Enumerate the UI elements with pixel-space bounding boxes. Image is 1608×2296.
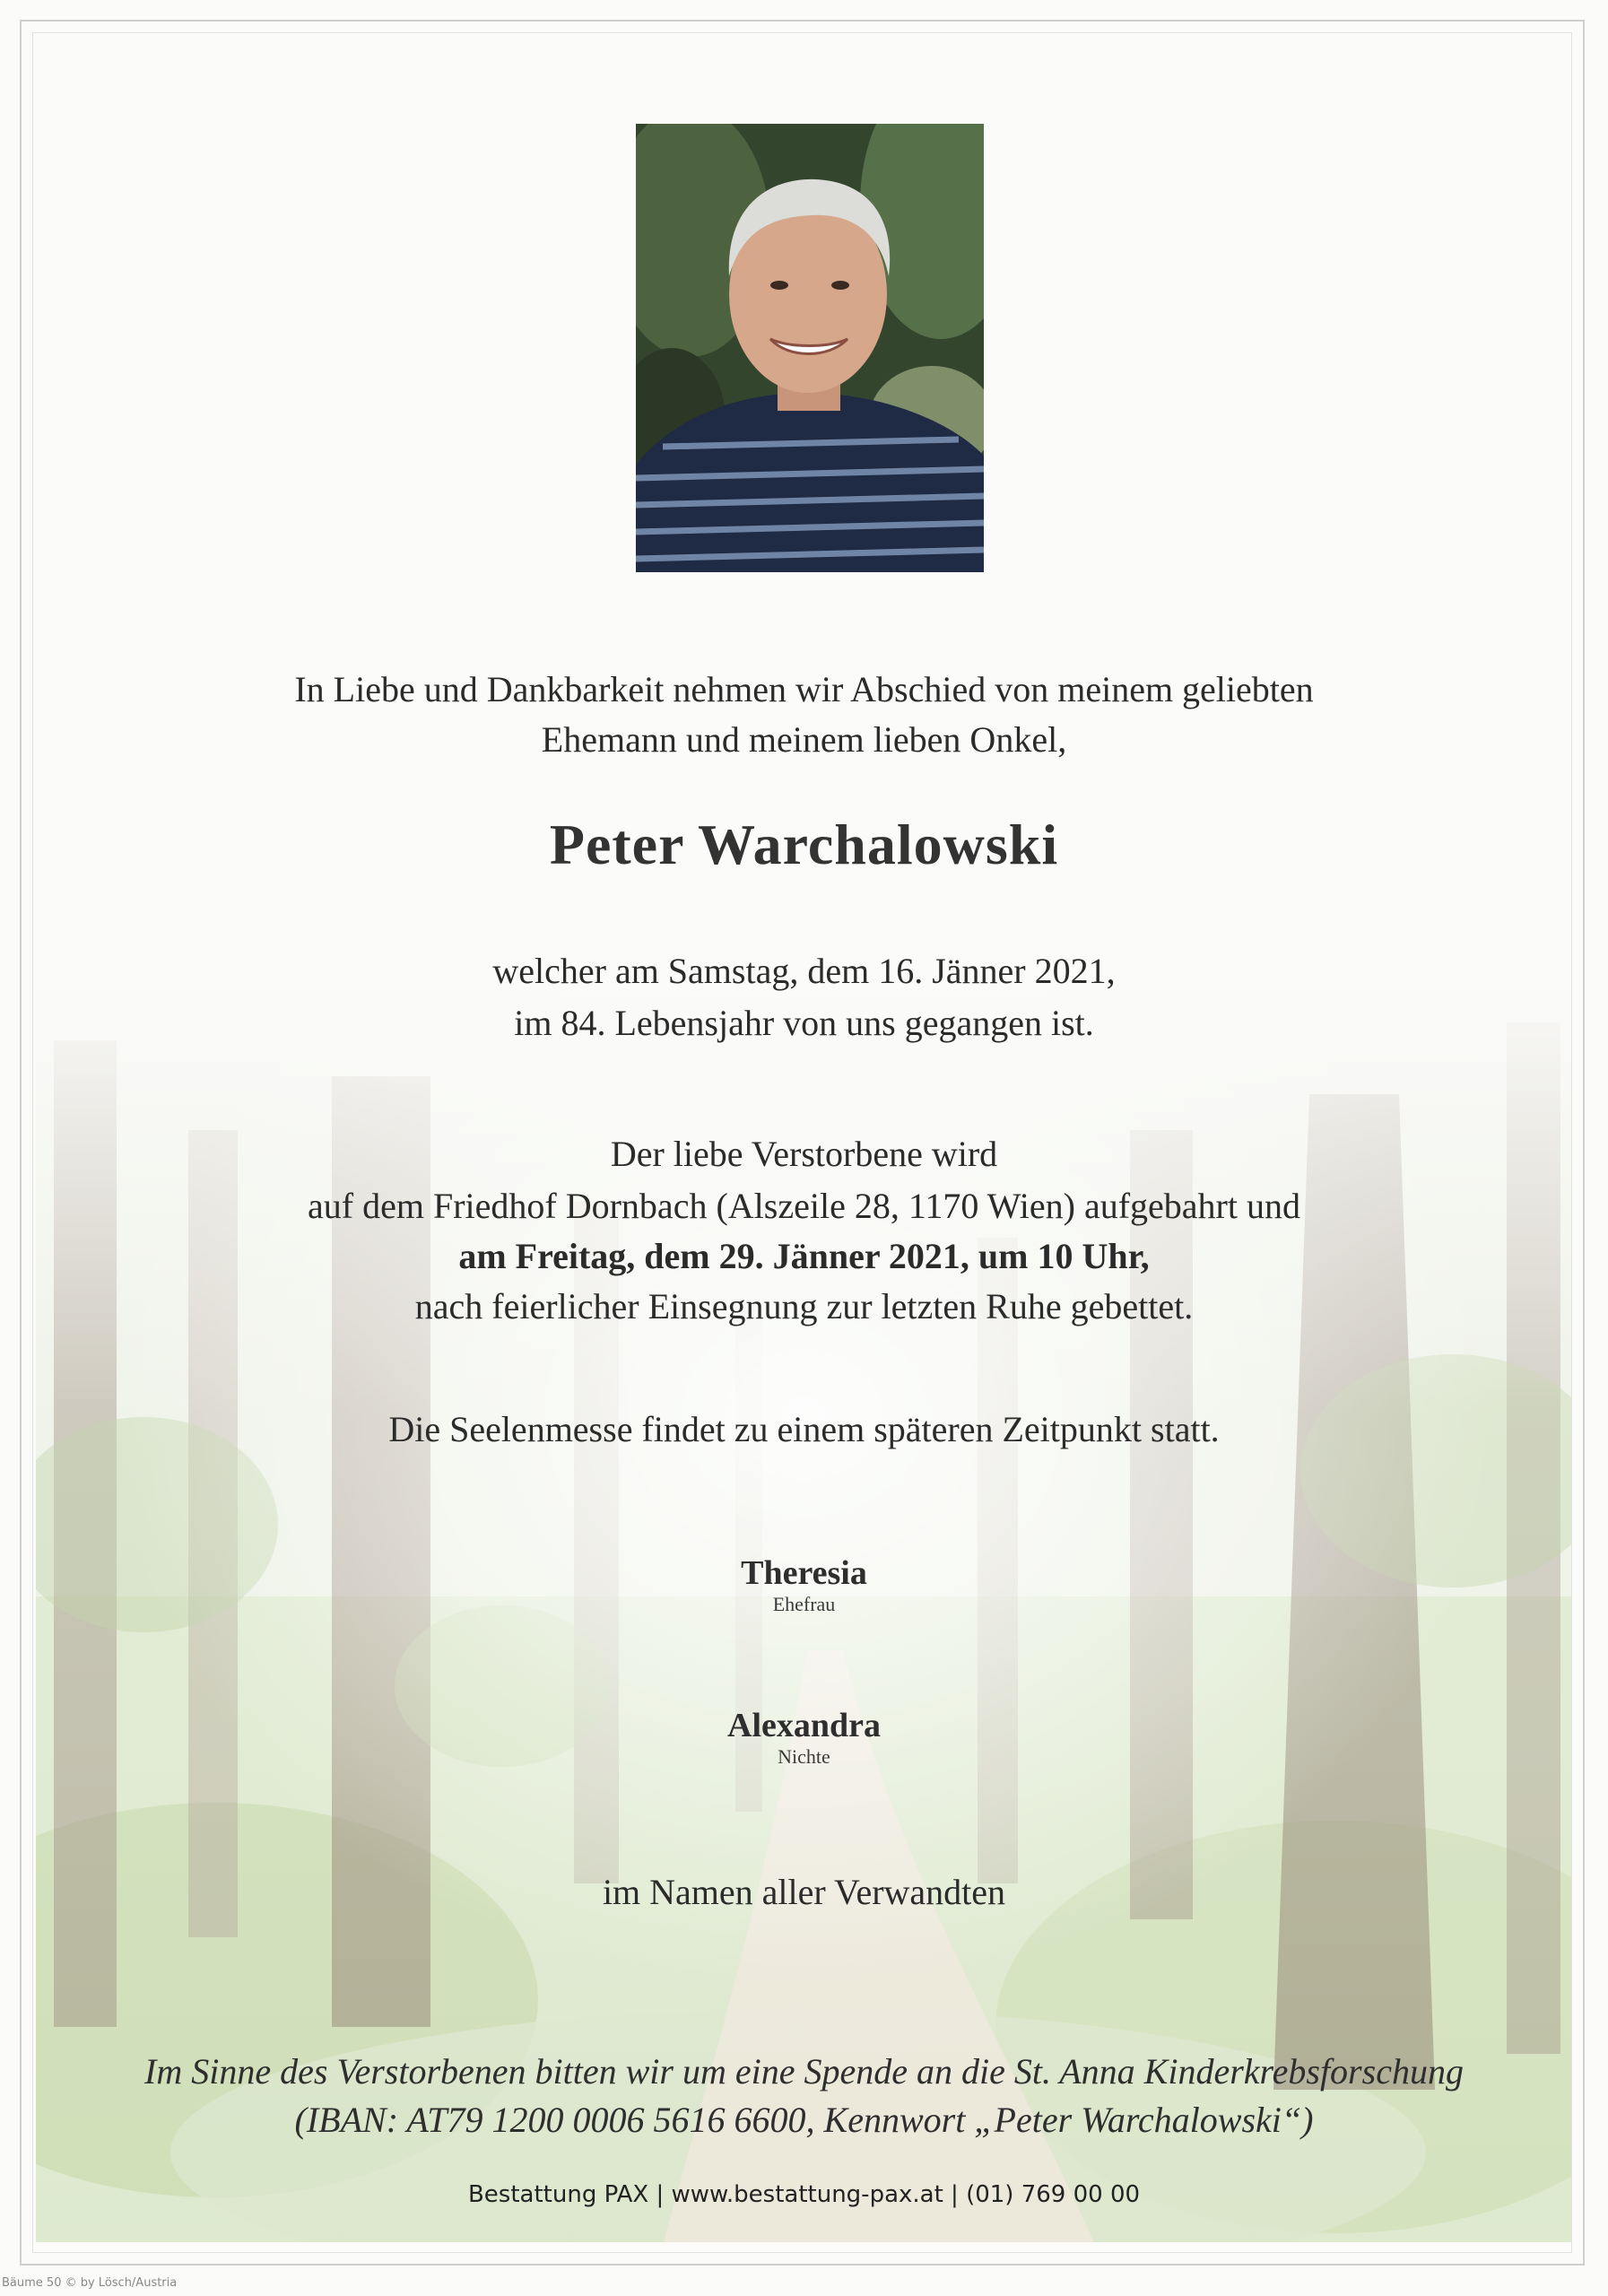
image-credit: Bäume 50 © by Lösch/Austria: [2, 2276, 178, 2290]
mourner-name: Alexandra: [727, 1707, 881, 1744]
mourner-role: Nichte: [778, 1745, 830, 1768]
portrait-photo: [636, 124, 984, 572]
burial-line-4: nach feierlicher Einsegnung zur letzten Ruhe gebettet.: [414, 1286, 1194, 1326]
death-line-2: im 84. Lebensjahr von uns gegangen ist.: [514, 1003, 1094, 1043]
death-line-1: welcher am Samstag, dem 16. Jänner 2021,: [492, 951, 1116, 991]
intro-line-1: In Liebe und Dankbarkeit nehmen wir Abschied von meinem geliebten: [294, 669, 1314, 709]
mourner-role: Ehefrau: [772, 1593, 836, 1615]
relatives-line: im Namen aller Verwandten: [602, 1872, 1006, 1912]
donation-line-1: Im Sinne des Verstorbenen bitten wir um eine Spende an die St. Anna Kinderkrebsforschung: [144, 2051, 1464, 2092]
deceased-name: Peter Warchalowski: [549, 813, 1059, 876]
burial-line-1: Der liebe Verstorbene wird: [610, 1134, 998, 1174]
mass-notice: Die Seelenmesse findet zu einem späteren Zeitpunkt statt.: [388, 1409, 1220, 1449]
intro-line-2: Ehemann und meinem lieben Onkel,: [541, 719, 1067, 760]
funeral-home-footer: Bestattung PAX | www.bestattung-pax.at | (01) 769 00 00: [467, 2181, 1141, 2208]
donation-line-2: (IBAN: AT79 1200 0006 5616 6600, Kennwort „Peter Warchalowski“): [294, 2100, 1314, 2140]
burial-line-3: am Freitag, dem 29. Jänner 2021, um 10 Uhr,: [458, 1236, 1150, 1276]
burial-line-2: auf dem Friedhof Dornbach (Alszeile 28, 1170 Wien) aufgebahrt und: [308, 1186, 1300, 1226]
mourner-name: Theresia: [741, 1554, 867, 1592]
